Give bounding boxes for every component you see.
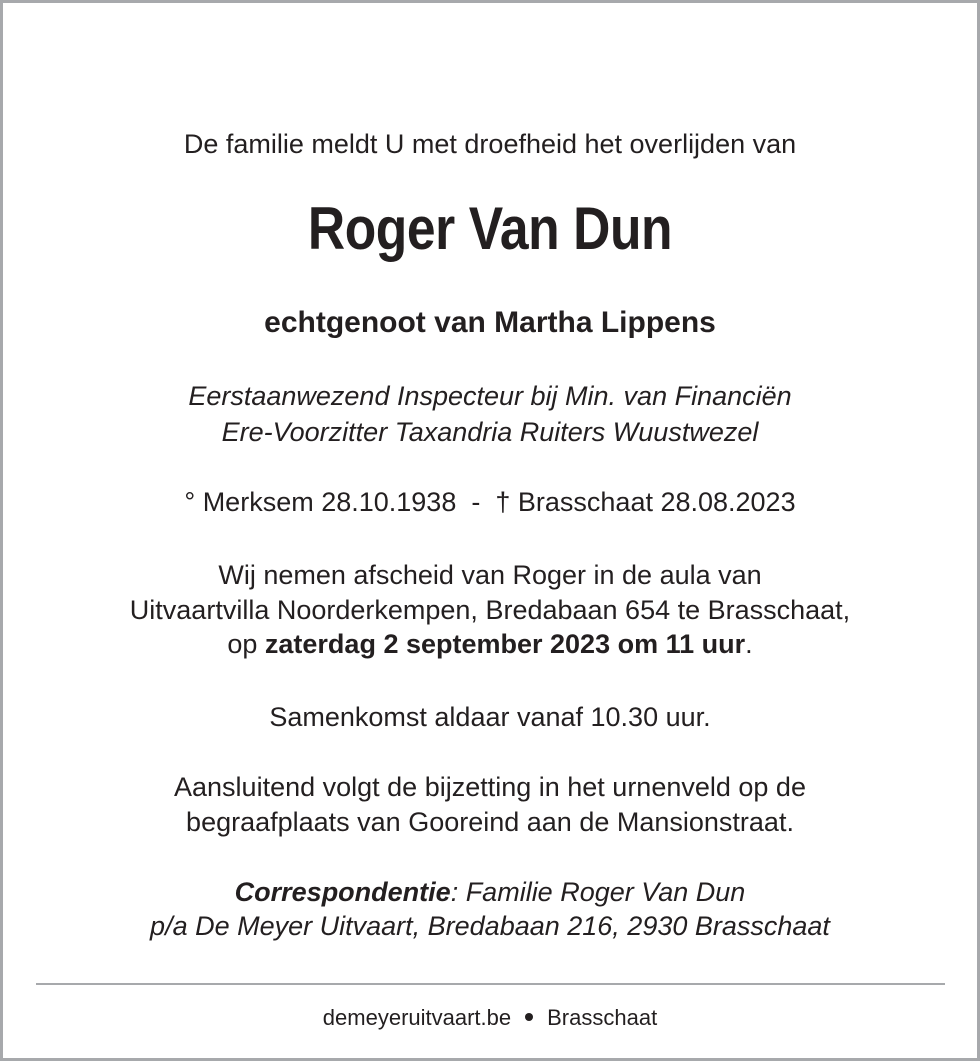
title-line-2: Ere-Voorzitter Taxandria Ruiters Wuustwezel	[221, 417, 759, 447]
title-line-1: Eerstaanwezend Inspecteur bij Min. van Financiën	[188, 381, 792, 411]
correspondence-address: p/a De Meyer Uitvaart, Bredabaan 216, 2930 Brasschaat	[150, 911, 830, 941]
correspondence-recipient: : Familie Roger Van Dun	[450, 877, 746, 907]
correspondence-line-1	[3, 875, 977, 909]
funeral-suffix: .	[745, 629, 753, 659]
footer-website[interactable]: demeyeruitvaart.be	[322, 1005, 512, 1030]
burial-line-2: begraafplaats van Gooreind aan de Mansionstraat.	[186, 807, 794, 837]
funeral-date-time: zaterdag 2 september 2023 om 11 uur	[264, 629, 746, 659]
footer	[3, 1003, 977, 1033]
intro-text: De familie meldt U met droefheid het overlijden van	[183, 129, 797, 159]
deceased-name: Roger Van Dun	[307, 195, 673, 262]
funeral-line-1: Wij nemen afscheid van Roger in de aula van	[218, 560, 762, 590]
funeral-line-3	[3, 627, 977, 661]
date-separator: -	[471, 487, 481, 517]
funeral-line-2: Uitvaartvilla Noorderkempen, Bredabaan 654 te Brasschaat,	[129, 595, 851, 625]
footer-location: Brasschaat	[547, 1005, 658, 1030]
bullet-icon	[525, 1013, 533, 1021]
funeral-prefix: op	[227, 629, 265, 659]
life-dates	[3, 485, 977, 519]
footer-divider	[36, 983, 945, 985]
burial-line-1: Aansluitend volgt de bijzetting in het urnenveld op de	[174, 772, 806, 802]
spouse-line: echtgenoot van Martha Lippens	[264, 306, 716, 339]
gathering-text: Samenkomst aldaar vanaf 10.30 uur.	[269, 702, 711, 732]
birth-date: ° Merksem 28.10.1938	[184, 487, 457, 517]
death-date: † Brasschaat 28.08.2023	[495, 487, 796, 517]
correspondence-label: Correspondentie	[234, 877, 451, 907]
